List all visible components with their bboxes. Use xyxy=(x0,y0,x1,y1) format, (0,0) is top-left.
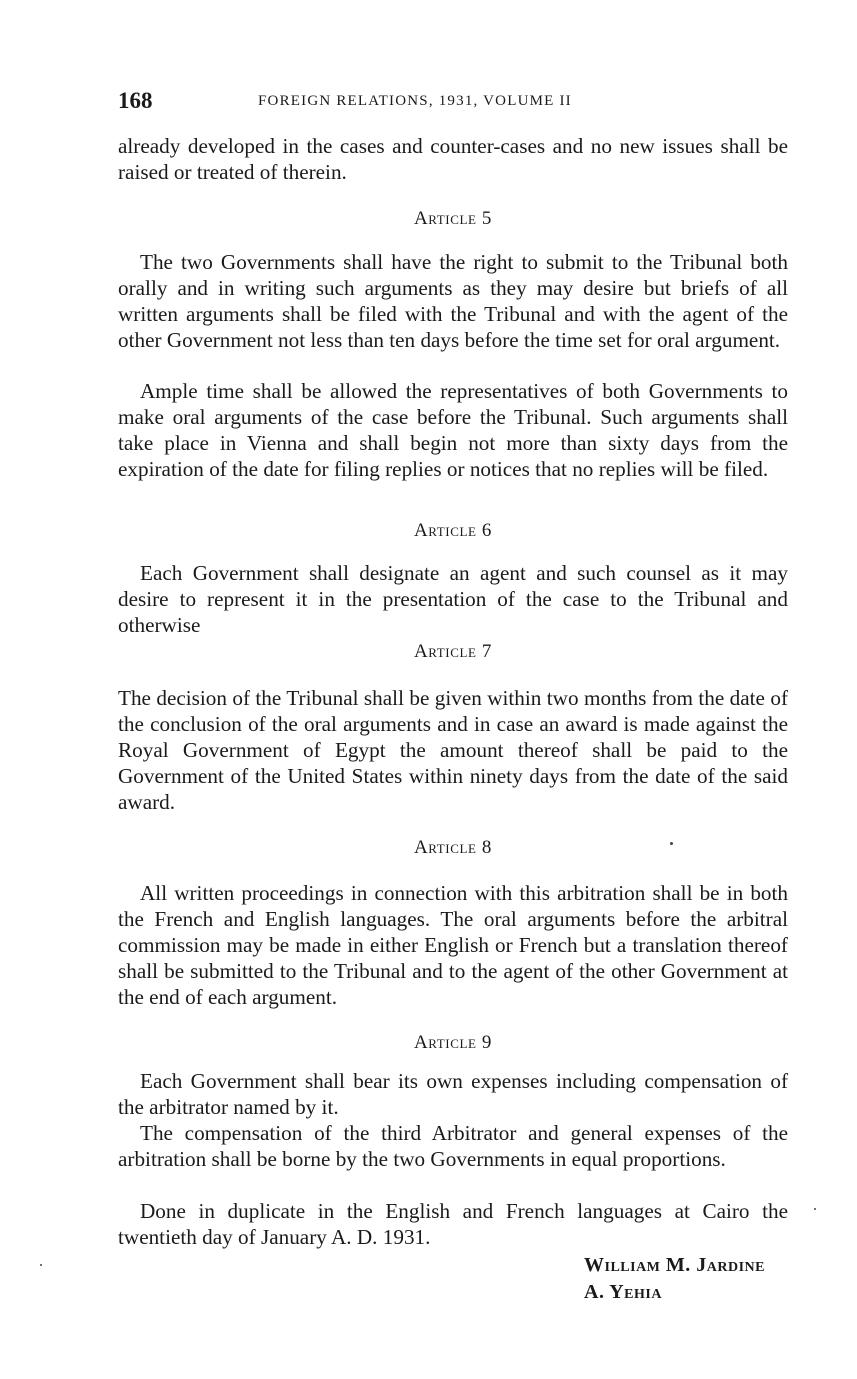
article-9-paragraph-3: Done in duplicate in the English and French languages at Cairo the twentieth day of January A. D. 1931. xyxy=(118,1199,788,1249)
article-8-paragraph-1: All written proceedings in connection with this arbitration shall be in both the French and English languages. The oral arguments before the arbitral commission may be made in either English or French but a translation thereof shall be submitted to the Tribunal and to the agent of the other Government at the end of each argument. xyxy=(118,881,788,1009)
signatory-yehia: A. Yehia xyxy=(584,1281,662,1303)
article-9-heading: Article 9 xyxy=(413,1032,493,1053)
signature-block xyxy=(584,1252,765,1306)
article-5-heading: Article 5 xyxy=(413,208,493,229)
article-7-paragraph-1: The decision of the Tribunal shall be given within two months from the date of the conclusion of the oral arguments and in case an award is made against the Royal Government of Egypt the amount thereof shall be paid to the Government of the United States within ninety days from the date of the said award. xyxy=(118,686,788,814)
article-9-paragraph-1: Each Government shall bear its own expenses including compensation of the arbitrator named by it. xyxy=(118,1069,788,1119)
scan-speck xyxy=(40,1264,42,1266)
article-6-paragraph-1: Each Government shall designate an agent and such counsel as it may desire to represent it in the presentation of the case to the Tribunal and otherwise xyxy=(118,561,788,637)
page-number: 168 xyxy=(118,88,153,113)
signatory-jardine: William M. Jardine xyxy=(584,1254,766,1276)
article-5-paragraph-2: Ample time shall be allowed the representatives of both Governments to make oral arguments of the case before the Tribunal. Such arguments shall take place in Vienna and shall begin not more than sixty days from the expiration of the date for filing replies or notices that no replies will be filed. xyxy=(118,379,788,481)
article-9-paragraph-2: The compensation of the third Arbitrator and general expenses of the arbitration shall be borne by the two Governments in equal proportions. xyxy=(118,1121,788,1171)
scan-speck xyxy=(814,1208,816,1210)
scan-speck xyxy=(670,842,673,845)
article-5-paragraph-1: The two Governments shall have the right to submit to the Tribunal both orally and in writing such arguments as they may desire but briefs of all written arguments shall be filed with the Tribunal and with the agent of the other Government not less than ten days before the time set for oral argument. xyxy=(118,250,788,352)
running-head: FOREIGN RELATIONS, 1931, VOLUME II xyxy=(258,93,572,109)
article-6-heading: Article 6 xyxy=(413,520,493,541)
article-8-heading: Article 8 xyxy=(413,837,493,858)
article-7-heading: Article 7 xyxy=(413,641,493,662)
continuation-paragraph: already developed in the cases and counter-cases and no new issues shall be raised or treated of therein. xyxy=(118,134,788,184)
page-header xyxy=(118,88,788,118)
